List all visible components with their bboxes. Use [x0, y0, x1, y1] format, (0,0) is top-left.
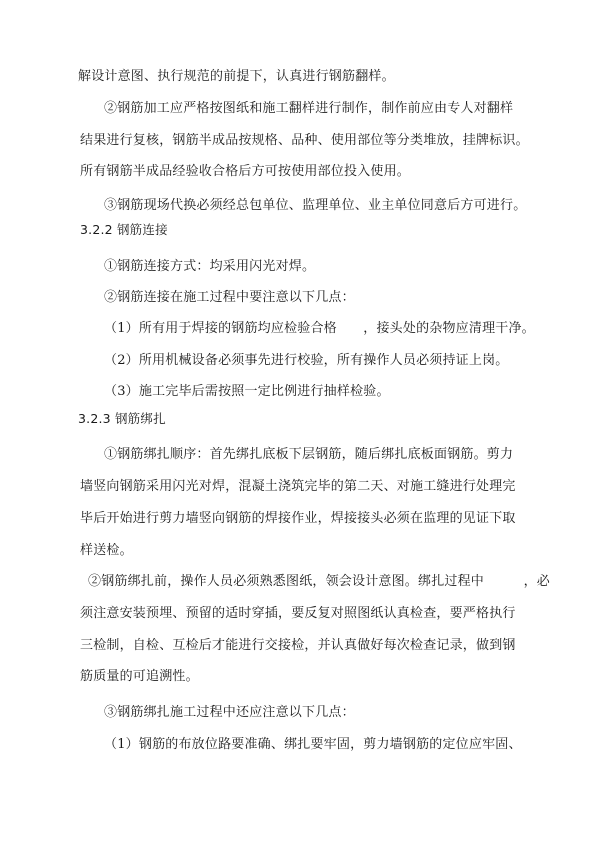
text-line: 筋质量的可追溯性。 [80, 669, 199, 684]
text-line: （1）所有用于焊接的钢筋均应检验合格 ，接头处的杂物应清理干净。 [104, 321, 535, 336]
text-line: ①钢筋连接方式：均采用闪光对焊。 [104, 259, 316, 274]
text-line: 样送检。 [80, 543, 133, 558]
text-line: 结果进行复核，钢筋半成品按规格、品种、使用部位等分类堆放，挂牌标识。 [80, 133, 529, 148]
text-line: （2）所用机械设备必须事先进行校验，所有操作人员必须持证上岗。 [104, 353, 509, 368]
text-line: ③钢筋现场代换必须经总包单位、监理单位、业主单位同意后方可进行。 [104, 198, 527, 213]
text-line: ①钢筋绑扎顺序：首先绑扎底板下层钢筋，随后绑扎底板面钢筋。剪力 [104, 447, 514, 462]
text-line: ②钢筋绑扎前，操作人员必须熟悉图纸，领会设计意图。绑扎过程中 ，必 [88, 574, 551, 589]
text-line: 解设计意图、执行规范的前提下，认真进行钢筋翻样。 [78, 69, 395, 84]
text-line: 毕后开始进行剪力墙竖向钢筋的焊接作业，焊接接头必须在监理的见证下取 [80, 511, 516, 526]
text-line: 须注意安装预埋、预留的适时穿插，要反复对照图纸认真检查，要严格执行 [80, 606, 516, 621]
text-line: （3）施工完毕后需按照一定比例进行抽样检验。 [104, 384, 390, 399]
text-line: （1）钢筋的布放位路要准确、绑扎要牢固，剪力墙钢筋的定位应牢固、 [104, 737, 522, 752]
text-line: ②钢筋加工应严格按图纸和施工翻样进行制作，制作前应由专人对翻样 [104, 101, 514, 116]
section-heading: 3.2.3 钢筋绑扎 [78, 411, 166, 426]
text-line: 墙竖向钢筋采用闪光对焊，混凝土浇筑完毕的第二天、对施工缝进行处理完 [80, 479, 516, 494]
text-line: ②钢筋连接在施工过程中要注意以下几点： [104, 290, 355, 305]
section-heading: 3.2.2 钢筋连接 [80, 222, 168, 237]
text-line: ③钢筋绑扎施工过程中还应注意以下几点： [104, 705, 355, 720]
text-line: 三检制，自检、互检后才能进行交接检，并认真做好每次检查记录，做到钢 [80, 638, 516, 653]
text-line: 所有钢筋半成品经验收合格后方可按使用部位投入使用。 [80, 164, 411, 179]
